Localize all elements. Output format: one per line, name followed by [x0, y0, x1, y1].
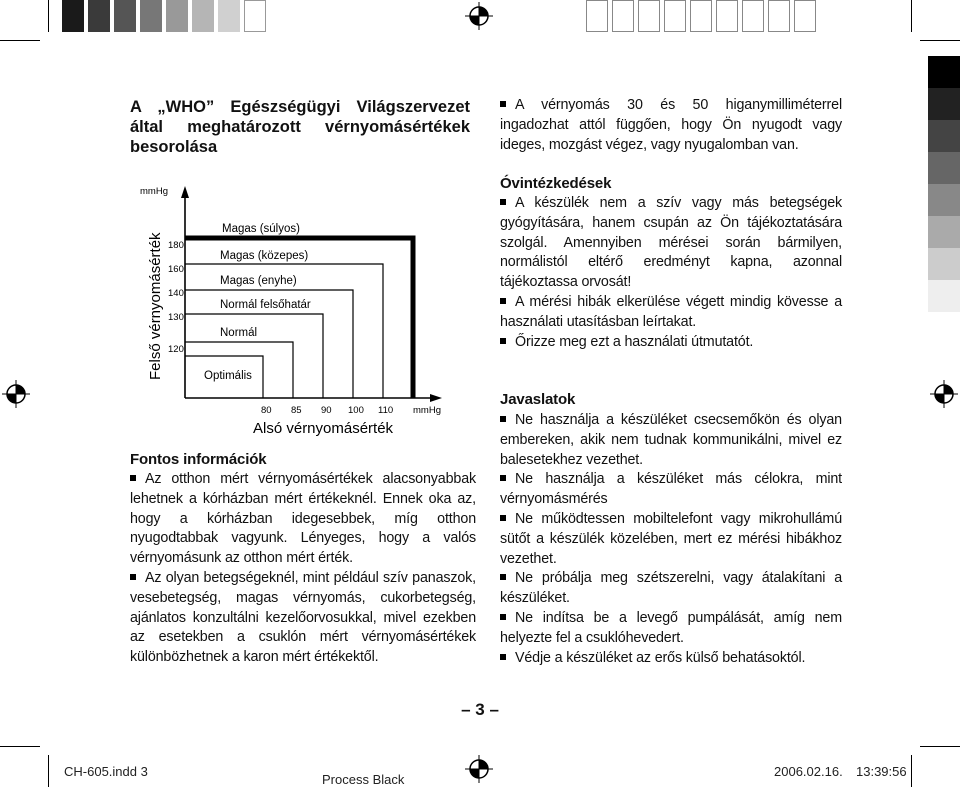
swatch [166, 0, 188, 32]
list-item: Ne próbálja meg szétszerelni, vagy átalakítani a készüléket. [500, 569, 842, 609]
crop-mark [911, 0, 912, 32]
info-paragraph: Az otthon mért vérnyomásértékek alacsonyabbak lehetnek a kórházban mért értékeknél. Ennek oka az, hogy a kórházban idegesebbek, míg otthon nyugodtabbak vagyunk. Lényeges, hogy a valós vérnyomásunk az otthon mért érték. [130, 470, 476, 569]
bp-fluctuation-note [500, 96, 842, 155]
y-tick-label: 120 [168, 344, 184, 355]
region-label-severe: Magas (súlyos) [222, 223, 300, 235]
region-label-mild: Magas (enyhe) [220, 275, 297, 287]
precautions-section [500, 174, 842, 352]
crop-mark [0, 40, 40, 41]
swatch [88, 0, 110, 32]
color-bar [928, 216, 960, 248]
x-tick-label: 90 [321, 405, 332, 416]
x-axis-label: Alsó vérnyomásérték [253, 420, 394, 437]
heading-line: besorolása [130, 138, 218, 156]
page-number: – 3 – [461, 700, 499, 719]
list-item: Ne indítsa be a levegő pumpálását, amíg nem helyezte fel a csuklóhevedert. [500, 609, 842, 649]
y-tick-label: 140 [168, 288, 184, 299]
crop-mark [0, 746, 40, 747]
region-label-normal: Normál [220, 327, 258, 339]
bp-classification-chart [138, 180, 468, 440]
swatch [638, 0, 660, 32]
info-paragraph: Az olyan betegségeknél, mint például szív panaszok, vesebetegség, magas vérnyomás, cukorbetegség, ajánlatos konzultálni kezelőorvosukkal, mivel ezekben az esetekben a csuklón mért vérnyomásértékek különbözhetnek a karon mért értékektől. [130, 569, 476, 668]
swatch [586, 0, 608, 32]
registration-mark-icon [465, 755, 493, 783]
list-item: A mérési hibák elkerülése végett mindig kövesse a használati utasításban leírtakat. [500, 293, 842, 333]
swatch [114, 0, 136, 32]
registration-mark-icon [930, 380, 958, 408]
x-tick-label: 110 [378, 405, 394, 416]
region-label-optimal: Optimális [204, 370, 252, 382]
color-bar [928, 152, 960, 184]
color-bar [928, 248, 960, 280]
x-unit-label: mmHg [413, 405, 441, 416]
crop-mark [920, 40, 960, 41]
crop-mark [48, 0, 49, 32]
swatch [218, 0, 240, 32]
crop-mark [911, 755, 912, 787]
footer-date: 2006.02.16. [774, 764, 843, 779]
section-title: Javaslatok [500, 391, 576, 408]
list-item: A készülék nem a szív vagy más betegségek gyógyítására, hanem csupán az Ön tájékoztatására szolgál. Amennyiben mérései során bármilyen, normálistól eltérő eredményt kapna, azonnal tájékoztassa orvosát! [500, 194, 842, 293]
x-axis-arrow-icon [430, 394, 442, 402]
swatch [716, 0, 738, 32]
footer-filename: CH-605.indd 3 [64, 764, 148, 779]
color-bar [928, 120, 960, 152]
swatch [690, 0, 712, 32]
y-axis-label: Felső vérnyomásérték [147, 232, 164, 380]
swatch [794, 0, 816, 32]
section-title: Fontos információk [130, 451, 267, 468]
color-bar [928, 56, 960, 88]
swatch [742, 0, 764, 32]
color-bar [928, 184, 960, 216]
crop-mark [920, 746, 960, 747]
x-tick-label: 80 [261, 405, 272, 416]
swatch [62, 0, 84, 32]
y-tick-label: 180 [168, 240, 184, 251]
important-info-section [130, 450, 476, 668]
swatch [244, 0, 266, 32]
section-title: Óvintézkedések [500, 175, 612, 192]
y-tick-label: 160 [168, 264, 184, 275]
list-item: Védje a készüléket az erős külső behatásoktól. [500, 649, 842, 669]
swatch [612, 0, 634, 32]
list-item: Ne használja a készüléket csecsemőkön és olyan embereken, akik nem tudnak kommunikálni, mivel ez balesetekhez vezethet. [500, 411, 842, 470]
region-label-moderate: Magas (közepes) [220, 250, 309, 262]
color-bar [928, 88, 960, 120]
x-tick-label: 100 [348, 405, 364, 416]
registration-mark-icon [465, 2, 493, 30]
y-tick-label: 130 [168, 312, 184, 323]
footer-process: Process Black [322, 772, 405, 787]
footer-time: 13:39:56 [856, 764, 907, 779]
list-item: Ne működtessen mobiltelefont vagy mikrohullámú sütőt a készülék közelében, mert ez mérési hibákhoz vezethet. [500, 510, 842, 569]
heading-line: A „WHO” Egészségügyi Világszervezet [130, 98, 470, 116]
registration-mark-icon [2, 380, 30, 408]
y-unit-label: mmHg [140, 186, 168, 197]
heading-line: által meghatározott vérnyomásértékek [130, 118, 470, 136]
swatch [192, 0, 214, 32]
x-tick-label: 85 [291, 405, 302, 416]
list-item: Ne használja a készüléket más célokra, mint vérnyomásmérés [500, 470, 842, 510]
region-label-high-normal: Normál felsőhatár [220, 299, 311, 311]
list-item: Őrizze meg ezt a használati útmutatót. [500, 333, 842, 353]
swatch [768, 0, 790, 32]
swatch [664, 0, 686, 32]
page-heading [130, 97, 470, 157]
recommendations-section [500, 390, 842, 668]
swatch [140, 0, 162, 32]
y-axis-arrow-icon [181, 186, 189, 198]
crop-mark [48, 755, 49, 787]
color-bar [928, 280, 960, 312]
note-paragraph: A vérnyomás 30 és 50 higanymilliméterrel ingadozhat attól függően, hogy Ön nyugodt vagy ideges, mozgást végez, vagy nyugalomban van. [500, 96, 842, 155]
